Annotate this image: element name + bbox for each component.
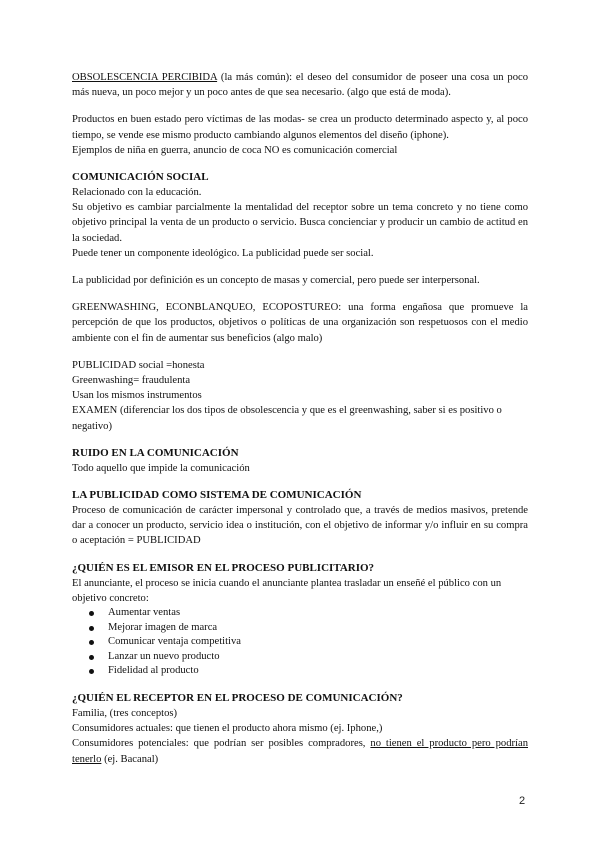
note-line-1: PUBLICIDAD social =honesta	[72, 359, 205, 371]
ejemplos-paragraph: Ejemplos de niña en guerra, anuncio de coca NO es comunicación comercial	[72, 144, 398, 156]
comunicacion-social-p3: Puede tener un componente ideológico. La publicidad puede ser social.	[72, 247, 374, 259]
comunicacion-social-p4: La publicidad por definición es un concepto de masas y comercial, pero puede ser interpersonal.	[72, 275, 480, 287]
list-item: Aumentar ventas	[72, 606, 528, 621]
receptor-p1: Familia, (tres conceptos)	[72, 708, 178, 720]
productos-paragraph: Productos en buen estado pero víctimas de las modas- se crea un producto determinado aspecto y, al poco tiempo, se vende ese mismo producto cambiando algunos elementos del diseño (iphone).	[72, 114, 528, 141]
note-line-4: EXAMEN (diferenciar los dos tipos de obsolescencia y que es el greenwashing, saber si es positivo o negativo)	[72, 405, 502, 432]
note-line-2: Greenwashing= fraudulenta	[72, 375, 191, 387]
receptor-p3: Consumidores potenciales: que podrían ser posibles compradores, no tienen el producto pero podrían tenerlo (ej. Bacanal)	[72, 738, 528, 765]
obsolescencia-term: OBSOLESCENCIA PERCIBIDA	[72, 72, 218, 83]
list-item: Mejorar imagen de marca	[72, 621, 528, 636]
obsolescencia-definition: (la más común): el deseo del consumidor de poseer una cosa un poco más nueva, un poco mejor y un poco antes de que sea necesario. (algo que está de moda).	[72, 72, 528, 99]
bullet-icon	[89, 611, 94, 616]
list-item: Comunicar ventaja competitiva	[72, 635, 528, 650]
document-page	[72, 70, 528, 767]
receptor-p2: Consumidores actuales: que tienen el producto ahora mismo (ej. Iphone,)	[72, 723, 383, 735]
ruido-paragraph: Todo aquello que impide la comunicación	[72, 462, 250, 474]
note-line-3: Usan los mismos instrumentos	[72, 390, 202, 402]
list-item: Fidelidad al producto	[72, 664, 528, 679]
bullet-icon	[89, 640, 94, 645]
publicidad-sistema-paragraph: Proceso de comunicación de carácter impersonal y controlado que, a través de medios masivos, pretende dar a conocer un producto, servicio idea o institución, con el objetivo de informar y/o influir en su compra o aceptación = PUBLICIDAD	[72, 505, 528, 547]
bullet-icon	[89, 655, 94, 660]
emisor-paragraph: El anunciante, el proceso se inicia cuando el anunciante plantea trasladar un enseñé el público con un objetivo concreto:	[72, 577, 502, 604]
ruido-heading: RUIDO EN LA COMUNICACIÓN	[72, 446, 239, 459]
greenwashing-paragraph: GREENWASHING, ECONBLANQUEO, ECOPOSTUREO: una forma engañosa que promueve la percepción de que los productos, objetivos o políticas de una organización son respetuosos con el medio ambiente con el fin de aumentar sus beneficios (algo malo)	[72, 302, 528, 344]
comunicacion-social-p1: Relacionado con la educación.	[72, 187, 202, 199]
bullet-icon	[89, 626, 94, 631]
receptor-heading: ¿QUIÉN EL RECEPTOR EN EL PROCESO DE COMUNICACIÓN?	[72, 692, 403, 705]
page-number: 2	[519, 795, 526, 807]
obsolescencia-paragraph	[72, 70, 528, 100]
comunicacion-social-heading: COMUNICACIÓN SOCIAL	[72, 171, 209, 184]
comunicacion-social-p2: Su objetivo es cambiar parcialmente la mentalidad del receptor sobre un tema concreto y no tiene como objetivo principal la venta de un producto o servicio. Busca concienciar y producir un cambio de actitud en la sociedad.	[72, 202, 528, 244]
emisor-heading: ¿QUIÉN ES EL EMISOR EN EL PROCESO PUBLICITARIO?	[72, 561, 375, 574]
bullet-icon	[89, 669, 94, 674]
publicidad-sistema-heading: LA PUBLICIDAD COMO SISTEMA DE COMUNICACIÓN	[72, 489, 362, 502]
list-item: Lanzar un nuevo producto	[72, 650, 528, 665]
receptor-underlined-phrase: no tienen el producto pero podrían tenerlo	[72, 738, 528, 765]
emisor-objectives-list	[72, 606, 528, 679]
